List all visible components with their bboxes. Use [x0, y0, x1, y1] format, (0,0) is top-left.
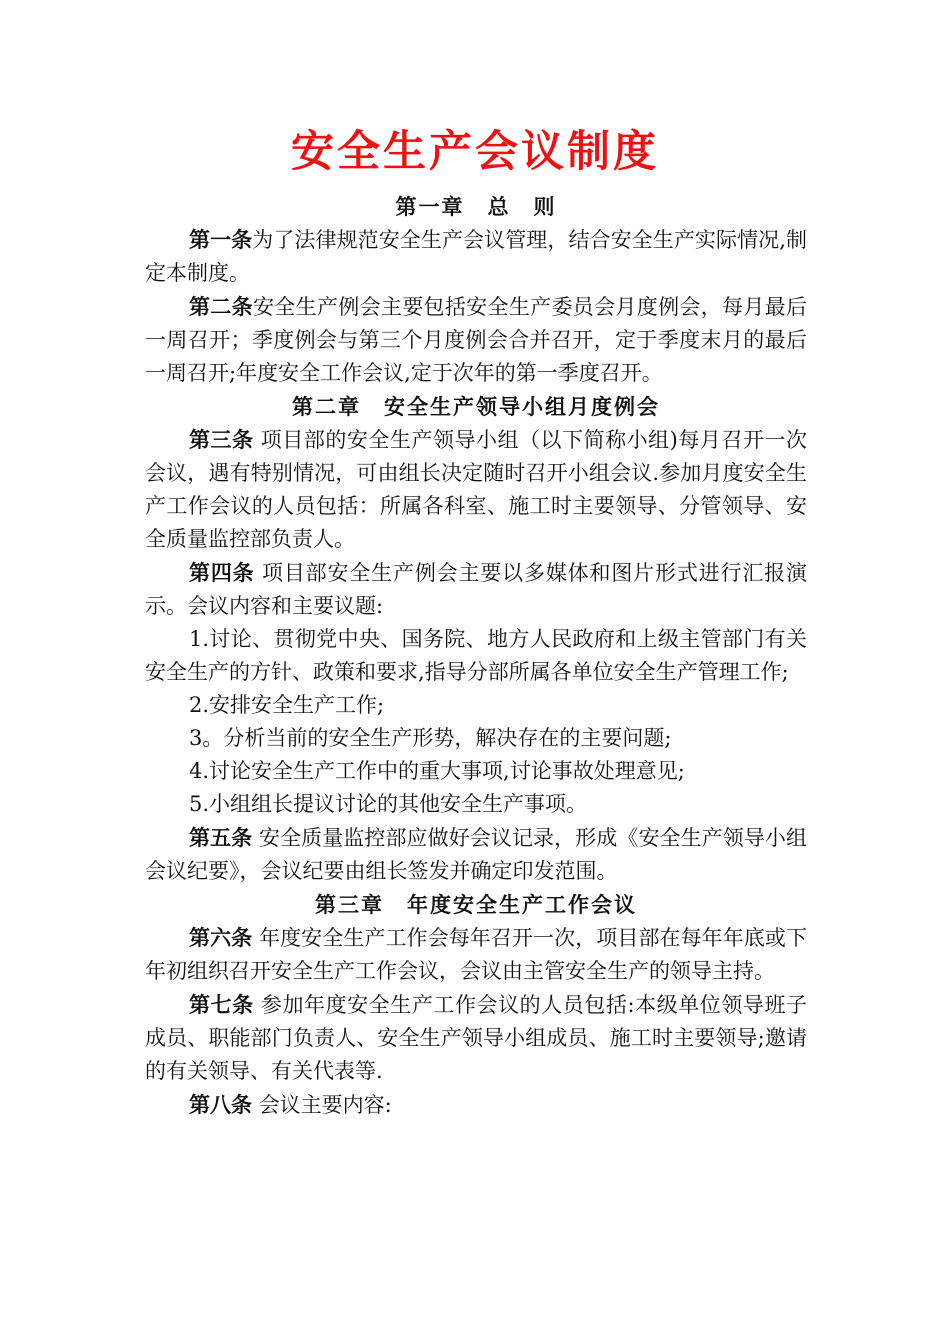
article-text: 参加年度安全生产工作会议的人员包括:本级单位领导班子成员、职能部门负责人、安全生产领导小组成员、施工时主要领导;邀请的有关领导、有关代表等. [145, 993, 808, 1083]
article-4 [145, 556, 807, 623]
chapter-heading-3: 第三章 年度安全生产工作会议 [315, 892, 637, 917]
article-7 [145, 988, 807, 1088]
article-text: 年度安全生产工作会每年召开一次，项目部在每年年底或下年初组织召开安全生产工作会议，会议由主管安全生产的领导主持。 [145, 926, 807, 983]
article-text: 安全质量监控部应做好会议记录，形成《安全生产领导小组会议纪要》，会议纪要由组长签发并确定印发范围。 [145, 826, 807, 883]
article-label: 第三条 [189, 427, 254, 452]
article-label: 第七条 [189, 992, 254, 1017]
article-label: 第一条 [189, 227, 253, 252]
article-5 [145, 821, 807, 888]
article-6 [145, 921, 807, 988]
chapter-heading-1: 第一章 总 则 [395, 194, 557, 219]
article-label: 第四条 [189, 560, 255, 585]
article-label: 第六条 [189, 925, 253, 950]
article-label: 第八条 [189, 1092, 252, 1117]
article-8 [145, 1088, 807, 1122]
list-item-5: 5.小组组长提议讨论的其他安全生产事项。 [189, 792, 588, 816]
article-2 [145, 290, 807, 390]
article-label: 第二条 [189, 294, 253, 319]
article-text: 项目部的安全生产领导小组（以下简称小组)每月召开一次会议，遇有特别情况，可由组长决定随时召开小组会议.参加月度安全生产工作会议的人员包括：所属各科室、施工时主要领导、分管领导、安全质量监控部负责人。 [145, 428, 808, 551]
article-text: 会议主要内容: [252, 1093, 392, 1117]
chapter-heading-2: 第二章 安全生产领导小组月度例会 [292, 394, 660, 419]
article-label: 第五条 [189, 825, 253, 850]
article-1 [145, 223, 807, 290]
list-item-3: 3。分析当前的安全生产形势，解决存在的主要问题; [189, 726, 672, 750]
article-text: 项目部安全生产例会主要以多媒体和图片形式进行汇报演示。会议内容和主要议题: [145, 561, 807, 618]
article-text: 为了法律规范安全生产会议管理，结合安全生产实际情况,制定本制度。 [145, 228, 807, 285]
list-item-4: 4.讨论安全生产工作中的重大事项,讨论事故处理意见; [189, 759, 685, 783]
document-body [145, 190, 807, 1122]
list-item-1: 1.讨论、贯彻党中央、国务院、地方人民政府和上级主管部门有关安全生产的方针、政策和要求,指导分部所属各单位安全生产管理工作; [145, 627, 807, 684]
list-item-2: 2.安排安全生产工作; [189, 693, 385, 717]
article-3 [145, 423, 807, 556]
article-text: 安全生产例会主要包括安全生产委员会月度例会，每月最后一周召开；季度例会与第三个月度例会合并召开，定于季度末月的最后一周召开;年度安全工作会议,定于次年的第一季度召开。 [145, 295, 808, 385]
document-title: 安全生产会议制度 [291, 127, 659, 177]
